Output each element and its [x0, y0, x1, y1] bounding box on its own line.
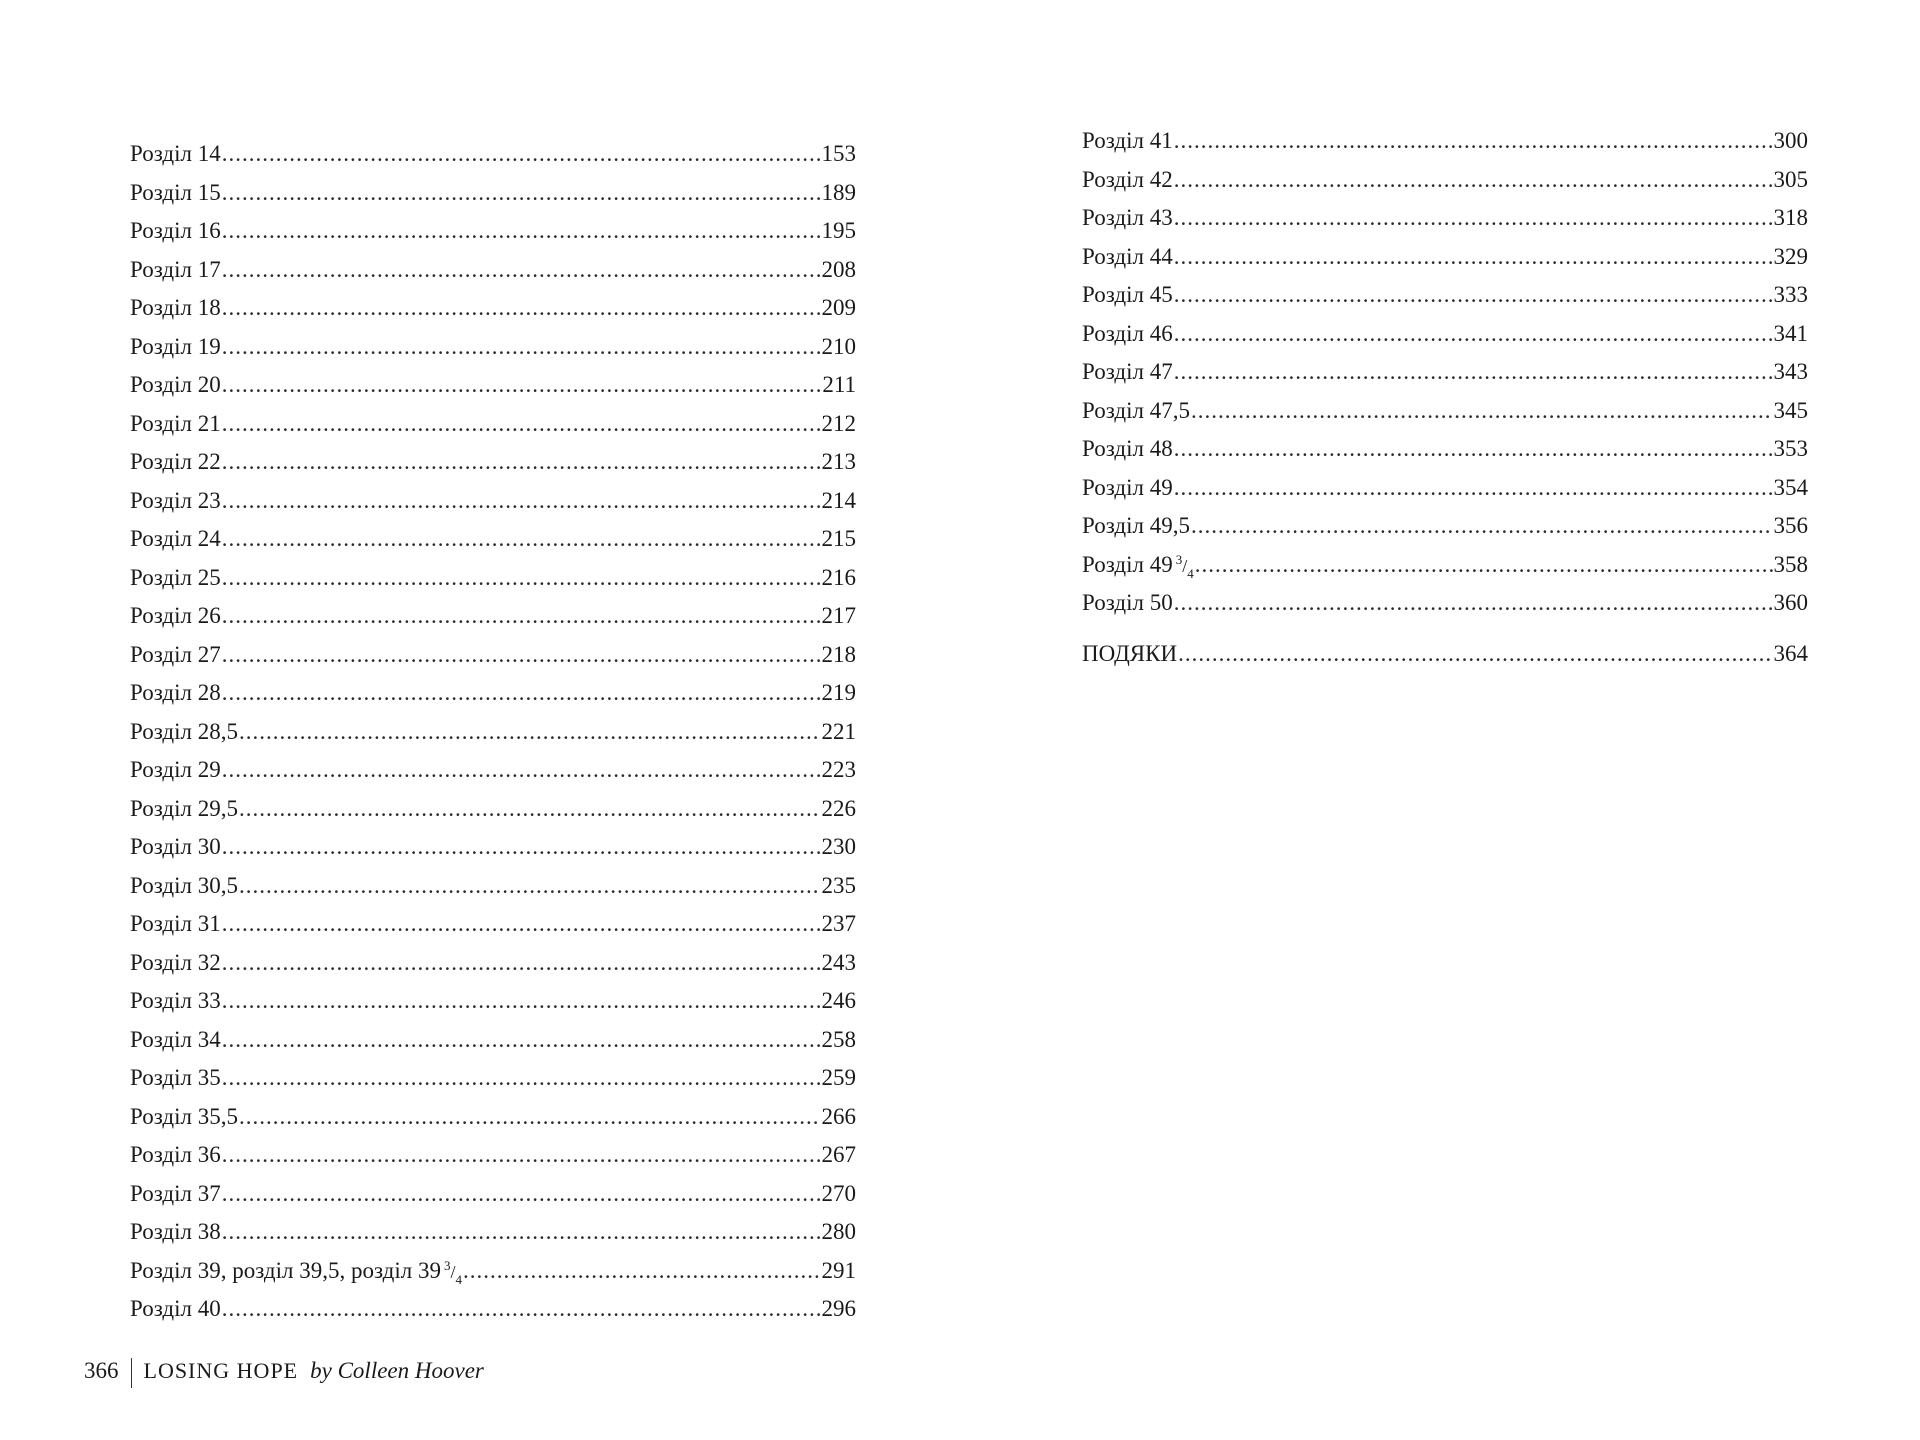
toc-entry-leader: [239, 713, 821, 752]
toc-entry-leader: [222, 982, 821, 1021]
toc-entry-label: Розділ 47,5: [1082, 397, 1190, 423]
toc-entry-label: ПОДЯКИ: [1082, 640, 1178, 666]
toc-entry-leader: [222, 520, 821, 559]
toc-entry: [1082, 584, 1808, 623]
toc-entry-page-number: 358: [1773, 551, 1808, 577]
toc-entry-page-number: 305: [1773, 166, 1808, 192]
toc-entry-page-number: 356: [1773, 513, 1808, 538]
toc-entry-page-number: 153: [821, 141, 856, 166]
toc-entry-page-number: 223: [821, 757, 856, 782]
toc-entry-page-number: 214: [821, 487, 856, 513]
toc-entry-label: Розділ 30,5: [130, 872, 238, 898]
toc-entry-leader: [1191, 507, 1773, 546]
toc-entry: [130, 674, 856, 713]
toc-entry: [130, 289, 856, 328]
toc-entry-page-number: 280: [821, 1219, 856, 1244]
toc-entry-leader: [463, 1252, 821, 1291]
toc-entry-label: Розділ 31: [130, 911, 221, 936]
fraction-slash: /: [1182, 555, 1188, 576]
toc-entry-page-number: 235: [821, 872, 856, 898]
toc-entry-leader: [239, 867, 821, 906]
fraction-slash: /: [450, 1261, 456, 1282]
toc-entry-page-number: 329: [1773, 243, 1808, 269]
toc-entry-label: Розділ 35: [130, 1065, 221, 1090]
toc-entry: [130, 1059, 856, 1098]
toc-entry-fraction: [441, 1253, 462, 1294]
toc-entry-page-number: 258: [821, 1026, 856, 1052]
toc-entry: [1082, 430, 1808, 469]
toc-entry-label: Розділ 49: [1082, 551, 1173, 577]
toc-entry: [1082, 353, 1808, 392]
toc-entry: [1082, 315, 1808, 354]
toc-entry-leader: [222, 944, 821, 983]
toc-entry-label: Розділ 32: [130, 949, 221, 975]
toc-entry-leader: [1174, 353, 1773, 392]
toc-entry-label: Розділ 40: [130, 1296, 221, 1321]
footer-divider: [131, 1358, 132, 1388]
toc-entry-leader: [239, 790, 821, 829]
toc-entry-leader: [222, 482, 821, 521]
toc-entry-label: Розділ 34: [130, 1026, 221, 1052]
fraction-denominator: 4: [1187, 565, 1194, 581]
toc-entry: [130, 520, 856, 559]
toc-entry: [130, 135, 856, 174]
toc-entry-page-number: 221: [821, 718, 856, 744]
toc-entry-leader: [222, 135, 821, 174]
toc-entry-label: Розділ 41: [1082, 128, 1173, 153]
toc-entry-label: Розділ 28,5: [130, 718, 238, 744]
toc-entry-leader: [1174, 584, 1773, 623]
toc-entry-leader: [222, 1290, 821, 1329]
toc-entry-label: Розділ 21: [130, 410, 221, 436]
toc-entry-label: Розділ 43: [1082, 205, 1173, 230]
toc-entry: [130, 251, 856, 290]
fraction-numerator: 3: [1175, 551, 1183, 567]
toc-entry-label: Розділ 19: [130, 333, 221, 359]
toc-entry-leader: [1178, 635, 1772, 674]
toc-entry: [130, 867, 856, 906]
toc-entry-page-number: 343: [1773, 359, 1808, 384]
toc-entry-label: Розділ 30: [130, 834, 221, 859]
toc-entry-leader: [222, 1175, 821, 1214]
toc-entry-leader: [1191, 392, 1773, 431]
toc-entry-label: Розділ 45: [1082, 282, 1173, 307]
toc-entry-page-number: 218: [821, 641, 856, 667]
toc-entry-page-number: 353: [1773, 436, 1808, 461]
toc-entry: [130, 982, 856, 1021]
toc-entry: [130, 597, 856, 636]
toc-right-column: [1082, 122, 1808, 673]
toc-entry-leader: [222, 212, 821, 251]
toc-entry-label: Розділ 35,5: [130, 1103, 238, 1129]
toc-entry-leader: [1174, 161, 1773, 200]
toc-entry-page-number: 259: [821, 1065, 856, 1090]
toc-entry-label: Розділ 33: [130, 988, 221, 1013]
toc-entry-page-number: 237: [821, 911, 856, 936]
toc-entry: [1082, 392, 1808, 431]
toc-entry-fraction: [1173, 547, 1194, 588]
toc-entry: [1082, 469, 1808, 508]
toc-entry-label: Розділ 17: [130, 256, 221, 282]
toc-entry-page-number: 230: [821, 834, 856, 859]
toc-entry: [130, 1136, 856, 1175]
toc-entry-page-number: 219: [821, 680, 856, 705]
toc-entry-label: Розділ 44: [1082, 243, 1173, 269]
fraction-numerator: 3: [443, 1257, 451, 1273]
toc-entry: [1082, 199, 1808, 238]
toc-entry-label: Розділ 23: [130, 487, 221, 513]
toc-entry-leader: [222, 674, 821, 713]
toc-entry-leader: [222, 1136, 821, 1175]
toc-entry-page-number: 217: [821, 603, 856, 628]
toc-left-column: [130, 135, 856, 1329]
toc-entry-leader: [222, 636, 821, 675]
toc-entry-leader: [1174, 199, 1773, 238]
toc-entry-leader: [222, 405, 821, 444]
toc-entry-leader: [222, 905, 821, 944]
toc-entry-leader: [222, 174, 821, 213]
footer-author: by Colleen Hoover: [310, 1358, 484, 1383]
toc-entry: [130, 751, 856, 790]
toc-entry-page-number: 246: [821, 988, 856, 1013]
toc-entry-page-number: 212: [821, 410, 856, 436]
toc-entry: [1082, 276, 1808, 315]
toc-entry-leader: [1174, 469, 1773, 508]
toc-entry-leader: [222, 443, 821, 482]
toc-entry: [130, 1252, 856, 1291]
toc-entry: [1082, 635, 1808, 674]
toc-entry: [1082, 546, 1808, 585]
toc-entry-page-number: 215: [821, 526, 856, 551]
toc-entry: [130, 559, 856, 598]
toc-entry-leader: [1174, 238, 1773, 277]
toc-entry-label: Розділ 50: [1082, 590, 1173, 615]
toc-entry-leader: [222, 597, 821, 636]
toc-entry-label: Розділ 22: [130, 449, 221, 474]
toc-entry-page-number: 189: [821, 179, 856, 205]
toc-entry-label: Розділ 38: [130, 1219, 221, 1244]
toc-entry-label: Розділ 46: [1082, 320, 1173, 346]
toc-entry-label: Розділ 26: [130, 603, 221, 628]
toc-entry: [130, 405, 856, 444]
fraction-denominator: 4: [455, 1271, 462, 1287]
toc-entry-leader: [222, 751, 821, 790]
toc-entry: [1082, 122, 1808, 161]
toc-entry-leader: [222, 328, 821, 367]
toc-entry-page-number: 226: [821, 795, 856, 821]
toc-entry-page-number: 209: [821, 295, 856, 320]
toc-entry-page-number: 213: [821, 449, 856, 474]
toc-entry-label: Розділ 37: [130, 1180, 221, 1206]
toc-entry-label: Розділ 18: [130, 295, 221, 320]
toc-entry: [1082, 161, 1808, 200]
toc-entry-leader: [222, 251, 821, 290]
toc-entry: [130, 828, 856, 867]
toc-entry-label: Розділ 49: [1082, 474, 1173, 500]
toc-entry-leader: [239, 1098, 821, 1137]
toc-entry-label: Розділ 27: [130, 641, 221, 667]
toc-entry-leader: [1174, 430, 1773, 469]
toc-entry-page-number: 211: [822, 372, 856, 397]
toc-entry: [130, 1290, 856, 1329]
toc-entry-leader: [222, 1059, 821, 1098]
toc-entry-leader: [222, 559, 821, 598]
toc-entry-page-number: 360: [1773, 590, 1808, 615]
toc-entry: [130, 1098, 856, 1137]
toc-entry-leader: [1174, 315, 1773, 354]
toc-entry-page-number: 208: [821, 256, 856, 282]
toc-entry: [130, 366, 856, 405]
toc-entry-page-number: 341: [1773, 320, 1808, 346]
toc-entry: [130, 944, 856, 983]
toc-entry: [130, 905, 856, 944]
toc-entry: [1082, 507, 1808, 546]
toc-entry-label: Розділ 42: [1082, 166, 1173, 192]
toc-entry-label: Розділ 24: [130, 526, 221, 551]
toc-entry-leader: [1174, 276, 1773, 315]
toc-entry-leader: [1195, 546, 1773, 585]
toc-entry-label: Розділ 20: [130, 372, 221, 397]
toc-entry-page-number: 195: [821, 218, 856, 243]
footer-page-number: 366: [84, 1358, 119, 1383]
toc-entry-label: Розділ 14: [130, 141, 221, 166]
toc-entry-label: Розділ 48: [1082, 436, 1173, 461]
toc-entry: [130, 636, 856, 675]
toc-entry: [130, 713, 856, 752]
toc-entry-page-number: 318: [1773, 205, 1808, 230]
toc-entry: [1082, 238, 1808, 277]
toc-entry-page-number: 267: [821, 1142, 856, 1167]
toc-entry-label: Розділ 16: [130, 218, 221, 243]
footer-book-title: LOSING HOPE: [143, 1358, 299, 1383]
toc-entry-leader: [1174, 122, 1773, 161]
toc-entry-label: Розділ 49,5: [1082, 513, 1190, 538]
toc-entry: [130, 212, 856, 251]
toc-entry: [130, 1175, 856, 1214]
toc-entry: [130, 328, 856, 367]
toc-entry-label: Розділ 39, розділ 39,5, розділ 39: [130, 1257, 441, 1283]
toc-entry-label: Розділ 28: [130, 680, 221, 705]
toc-entry-label: Розділ 25: [130, 564, 221, 590]
toc-entry-leader: [222, 1213, 821, 1252]
toc-entry-label: Розділ 47: [1082, 359, 1173, 384]
toc-entry-leader: [222, 366, 822, 405]
toc-entry-page-number: 216: [821, 564, 856, 590]
toc-entry: [130, 790, 856, 829]
toc-entry-leader: [222, 828, 821, 867]
toc-entry-page-number: 333: [1773, 282, 1808, 307]
toc-entry-page-number: 354: [1773, 474, 1808, 500]
toc-entry-label: Розділ 29: [130, 757, 221, 782]
toc-entry: [130, 174, 856, 213]
toc-entry-page-number: 300: [1773, 128, 1808, 153]
toc-entry: [130, 482, 856, 521]
toc-entry-label: Розділ 36: [130, 1142, 221, 1167]
toc-entry: [130, 443, 856, 482]
toc-entry-page-number: 345: [1773, 397, 1808, 423]
toc-entry-leader: [222, 289, 821, 328]
toc-entry-page-number: 291: [821, 1257, 856, 1283]
toc-entry-page-number: 296: [821, 1296, 856, 1321]
toc-entry-leader: [222, 1021, 821, 1060]
toc-entry: [130, 1021, 856, 1060]
toc-entry: [130, 1213, 856, 1252]
toc-entry-page-number: 210: [821, 333, 856, 359]
toc-entry-label: Розділ 29,5: [130, 795, 238, 821]
toc-entry-page-number: 270: [821, 1180, 856, 1206]
page-footer: [84, 1358, 484, 1388]
toc-entry-page-number: 364: [1773, 640, 1808, 666]
toc-entry-page-number: 243: [821, 949, 856, 975]
toc-entry-page-number: 266: [821, 1103, 856, 1129]
toc-entry-label: Розділ 15: [130, 179, 221, 205]
